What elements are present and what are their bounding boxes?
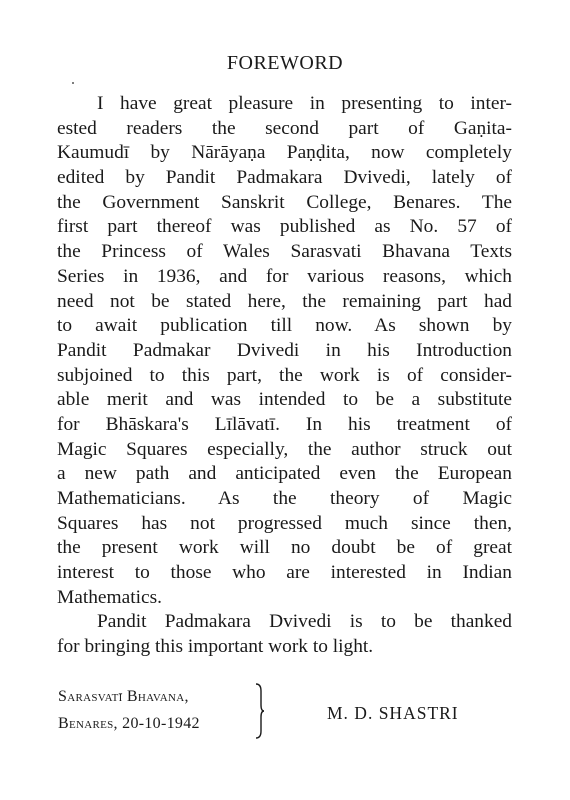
place-date-block: [58, 683, 200, 737]
paragraph-line: need not be stated here, the remaining part had: [57, 290, 512, 312]
paragraph-line: Squares has not progressed much since then,: [57, 512, 512, 534]
paragraph-line: interest to those who are interested in Indian: [57, 562, 512, 584]
paragraph-line: for bringing this important work to light.: [57, 635, 374, 657]
paragraph-line: the present work will no doubt be of great: [57, 537, 512, 559]
date-line: Benares, 20-10-1942: [58, 715, 200, 732]
author-signature: M. D. SHASTRI: [327, 703, 459, 723]
paragraph-line: I have great pleasure in presenting to inter-: [97, 93, 512, 114]
print-speck: [72, 82, 74, 84]
paragraph-line: a new path and anticipated even the European: [57, 463, 512, 485]
paragraph-line: subjoined to this part, the work is of consider-: [57, 364, 512, 386]
page-title: FOREWORD: [226, 52, 344, 74]
paragraph-line: Series in 1936, and for various reasons, which: [57, 265, 512, 287]
paragraph-line: Mathematicians. As the theory of Magic: [57, 488, 512, 509]
paragraph-line: the Government Sanskrit College, Benares. The: [57, 191, 512, 213]
paragraph-line: the Princess of Wales Sarasvati Bhavana Texts: [57, 241, 512, 263]
paragraph-line: Mathematics.: [57, 586, 163, 608]
paragraph-line: for Bhāskara's Līlāvatī. In his treatment of: [57, 413, 512, 435]
paragraph-line: Pandit Padmakar Dvivedi in his Introduction: [57, 339, 512, 361]
paragraph-line: able merit and was intended to be a substitute: [57, 389, 512, 411]
place-line: Sarasvatī Bhavana,: [58, 688, 189, 705]
paragraph-line: ested readers the second part of Gaṇita-: [57, 117, 512, 139]
paragraph-line: to await publication till now. As shown by: [57, 315, 512, 337]
paragraph-line: Magic Squares especially, the author struck out: [57, 438, 512, 460]
paragraph-line: Pandit Padmakara Dvivedi is to be thanked: [97, 611, 512, 632]
right-brace-icon: [255, 683, 265, 739]
foreword-paragraph-2: [57, 610, 512, 659]
paragraph-line: edited by Pandit Padmakara Dvivedi, lately of: [57, 167, 512, 189]
paragraph-line: Kaumudī by Nārāyaṇa Paṇḍita, now completely: [57, 142, 512, 164]
paragraph-line: first part thereof was published as No. 57 of: [57, 216, 512, 238]
foreword-paragraph-1: [57, 92, 512, 610]
